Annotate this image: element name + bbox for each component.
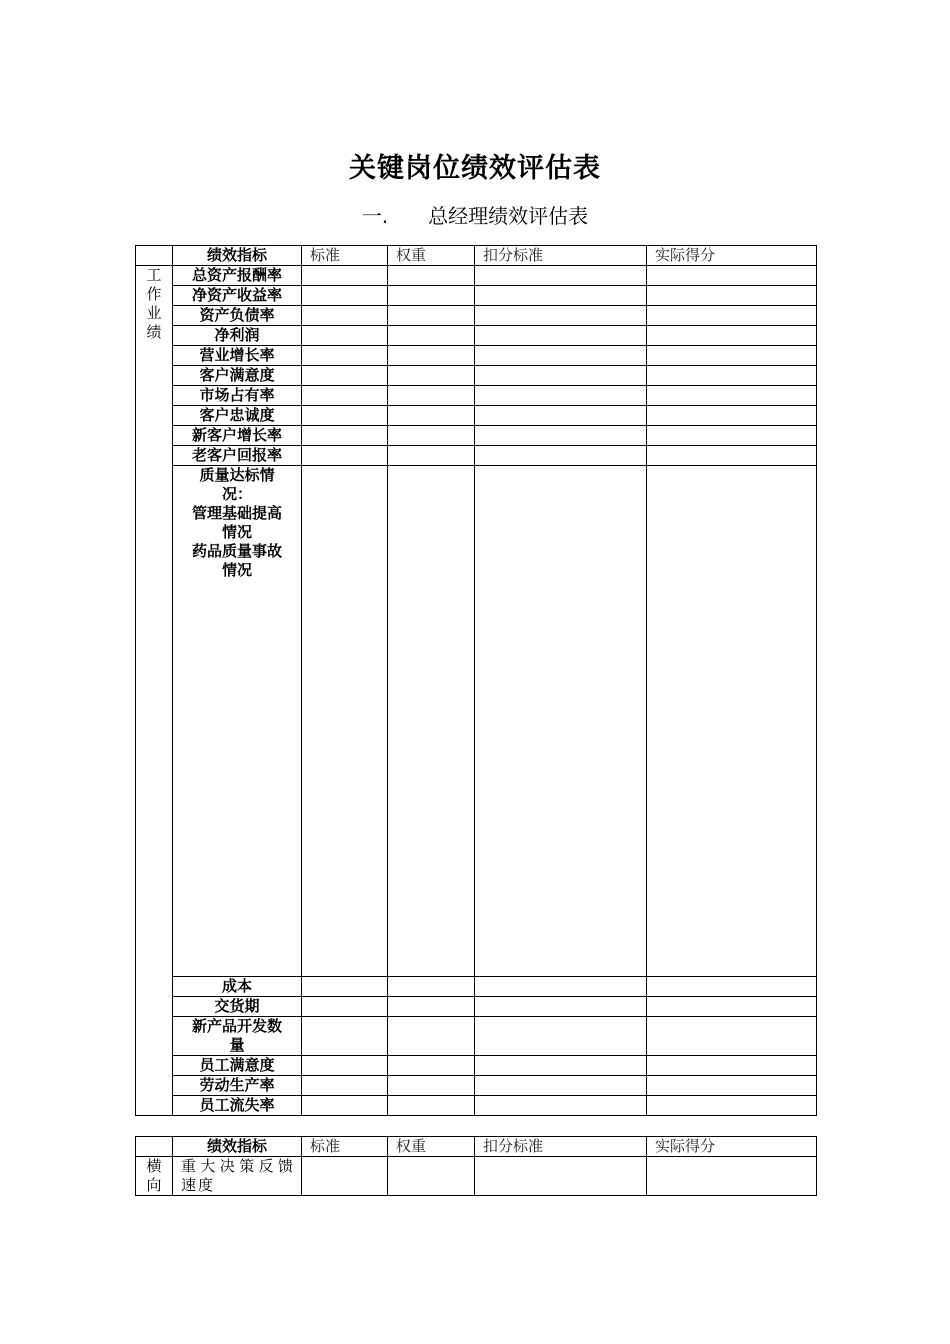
deduction-cell[interactable] [475, 1056, 647, 1076]
indicator-cell [173, 997, 302, 1017]
header-score: 实际得分 [647, 1137, 817, 1157]
standard-cell[interactable] [302, 386, 388, 406]
indicator-cell [173, 406, 302, 426]
score-cell[interactable] [647, 406, 817, 426]
indicator-cell [173, 326, 302, 346]
table-row [136, 266, 817, 286]
weight-cell[interactable] [388, 1076, 475, 1096]
deduction-cell[interactable] [475, 286, 647, 306]
indicator-line: 新产品开发数 [191, 1017, 282, 1035]
table-row [136, 286, 817, 306]
weight-cell[interactable] [388, 1157, 475, 1196]
weight-cell[interactable] [388, 266, 475, 286]
indicator-cell [173, 1076, 302, 1096]
header-deduction: 扣分标准 [475, 1137, 647, 1157]
table-header-row [136, 246, 817, 266]
weight-cell[interactable] [388, 346, 475, 366]
weight-cell[interactable] [388, 426, 475, 446]
standard-cell[interactable] [302, 266, 388, 286]
table-row [136, 306, 817, 326]
header-indicator: 绩效指标 [173, 1137, 302, 1157]
lateral-evaluation-table [135, 1136, 817, 1196]
standard-cell[interactable] [302, 326, 388, 346]
indicator-cell [173, 1017, 302, 1056]
table-row [136, 1157, 817, 1196]
category-char: 业 [146, 304, 162, 322]
indicator-cell [173, 386, 302, 406]
header-standard: 标准 [302, 1137, 388, 1157]
page-title: 关键岗位绩效评估表 [349, 153, 601, 184]
score-cell[interactable] [647, 306, 817, 326]
indicator-line: 管理基础提高 [191, 504, 282, 522]
table-row [136, 1056, 817, 1076]
category-char: 横 [146, 1157, 162, 1175]
category-char: 工 [146, 266, 162, 284]
indicator-line: 员工流失率 [199, 1096, 275, 1114]
standard-cell[interactable] [302, 446, 388, 466]
score-cell[interactable] [647, 266, 817, 286]
score-cell[interactable] [647, 466, 817, 977]
header-indicator: 绩效指标 [173, 246, 302, 266]
indicator-line: 老客户回报率 [191, 446, 282, 464]
standard-cell[interactable] [302, 1017, 388, 1056]
gm-evaluation-table [135, 245, 817, 1116]
category-char: 向 [146, 1176, 162, 1194]
indicator-line: 营业增长率 [199, 346, 275, 364]
weight-cell[interactable] [388, 366, 475, 386]
indicator-line: 情况 [221, 561, 252, 579]
table-row [136, 466, 817, 977]
indicator-line: 成本 [221, 977, 252, 995]
indicator-line: 总资产报酬率 [191, 266, 282, 284]
header-deduction: 扣分标准 [475, 246, 647, 266]
score-cell[interactable] [647, 286, 817, 306]
score-cell[interactable] [647, 1056, 817, 1076]
standard-cell[interactable] [302, 426, 388, 446]
standard-cell[interactable] [302, 1096, 388, 1116]
standard-cell[interactable] [302, 286, 388, 306]
deduction-cell[interactable] [475, 466, 647, 977]
weight-cell[interactable] [388, 386, 475, 406]
table-row [136, 426, 817, 446]
standard-cell[interactable] [302, 306, 388, 326]
deduction-cell[interactable] [475, 406, 647, 426]
score-cell[interactable] [647, 997, 817, 1017]
header-blank [136, 1137, 173, 1157]
indicator-line: 市场占有率 [199, 386, 275, 404]
section-heading [0, 200, 950, 229]
indicator-line: 客户忠诚度 [199, 406, 275, 424]
deduction-cell[interactable] [475, 326, 647, 346]
deduction-cell[interactable] [475, 997, 647, 1017]
header-weight: 权重 [388, 1137, 475, 1157]
table-row [136, 1017, 817, 1056]
score-cell[interactable] [647, 1157, 817, 1196]
section-number: 一. [361, 204, 389, 228]
category-char: 作 [146, 285, 162, 303]
weight-cell[interactable] [388, 997, 475, 1017]
header-blank [136, 246, 173, 266]
weight-cell[interactable] [388, 306, 475, 326]
standard-cell[interactable] [302, 1157, 388, 1196]
indicator-cell [173, 306, 302, 326]
indicator-cell: 重大决策反馈速度 [173, 1157, 302, 1196]
header-score: 实际得分 [647, 246, 817, 266]
indicator-line: 药品质量事故 [191, 542, 282, 560]
indicator-cell [173, 266, 302, 286]
deduction-cell[interactable] [475, 1017, 647, 1056]
deduction-cell[interactable] [475, 426, 647, 446]
indicator-line: 劳动生产率 [199, 1076, 275, 1094]
indicator-line: 员工满意度 [199, 1056, 275, 1074]
score-cell[interactable] [647, 1076, 817, 1096]
deduction-cell[interactable] [475, 446, 647, 466]
deduction-cell[interactable] [475, 386, 647, 406]
weight-cell[interactable] [388, 406, 475, 426]
standard-cell[interactable] [302, 1056, 388, 1076]
table-row [136, 326, 817, 346]
indicator-line: 交货期 [214, 997, 260, 1015]
score-cell[interactable] [647, 386, 817, 406]
score-cell[interactable] [647, 426, 817, 446]
weight-cell[interactable] [388, 1096, 475, 1116]
standard-cell[interactable] [302, 977, 388, 997]
deduction-cell[interactable] [475, 266, 647, 286]
deduction-cell[interactable] [475, 306, 647, 326]
indicator-cell [173, 977, 302, 997]
table-row [136, 1096, 817, 1116]
table-row [136, 406, 817, 426]
standard-cell[interactable] [302, 997, 388, 1017]
header-weight: 权重 [388, 246, 475, 266]
section-label: 总经理绩效评估表 [428, 204, 589, 228]
weight-cell[interactable] [388, 977, 475, 997]
deduction-cell[interactable] [475, 366, 647, 386]
table-row [136, 1076, 817, 1096]
standard-cell[interactable] [302, 366, 388, 386]
category-char: 绩 [146, 323, 162, 341]
deduction-cell[interactable] [475, 1157, 647, 1196]
indicator-line: 量 [229, 1036, 245, 1054]
category-lateral [136, 1157, 173, 1196]
indicator-line: 客户满意度 [199, 366, 275, 384]
weight-cell[interactable] [388, 326, 475, 346]
indicator-cell [173, 286, 302, 306]
table-row [136, 446, 817, 466]
score-cell[interactable] [647, 977, 817, 997]
score-cell[interactable] [647, 346, 817, 366]
indicator-cell [173, 1096, 302, 1116]
indicator-line: 情况 [221, 523, 252, 541]
table-row [136, 346, 817, 366]
weight-cell[interactable] [388, 466, 475, 977]
standard-cell[interactable] [302, 1076, 388, 1096]
table-header-row [136, 1137, 817, 1157]
indicator-cell [173, 466, 302, 977]
indicator-line: 净利润 [214, 326, 260, 344]
standard-cell[interactable] [302, 346, 388, 366]
deduction-cell[interactable] [475, 346, 647, 366]
standard-cell[interactable] [302, 466, 388, 977]
weight-cell[interactable] [388, 1056, 475, 1076]
indicator-cell [173, 366, 302, 386]
table-row [136, 366, 817, 386]
score-cell[interactable] [647, 326, 817, 346]
indicator-line: 净资产收益率 [191, 286, 282, 304]
table-row [136, 386, 817, 406]
weight-cell[interactable] [388, 1017, 475, 1056]
indicator-line: 况： [221, 485, 252, 503]
standard-cell[interactable] [302, 406, 388, 426]
score-cell[interactable] [647, 446, 817, 466]
indicator-cell [173, 446, 302, 466]
deduction-cell[interactable] [475, 977, 647, 997]
table-row [136, 977, 817, 997]
indicator-line: 资产负债率 [199, 306, 275, 324]
category-work-performance [136, 266, 173, 1116]
indicator-cell [173, 426, 302, 446]
weight-cell[interactable] [388, 446, 475, 466]
indicator-cell [173, 346, 302, 366]
deduction-cell[interactable] [475, 1076, 647, 1096]
indicator-cell [173, 1056, 302, 1076]
indicator-line: 新客户增长率 [191, 426, 282, 444]
deduction-cell[interactable] [475, 1096, 647, 1116]
indicator-line: 质量达标情 [199, 466, 275, 484]
table-row [136, 997, 817, 1017]
score-cell[interactable] [647, 366, 817, 386]
score-cell[interactable] [647, 1096, 817, 1116]
header-standard: 标准 [302, 246, 388, 266]
weight-cell[interactable] [388, 286, 475, 306]
score-cell[interactable] [647, 1017, 817, 1056]
